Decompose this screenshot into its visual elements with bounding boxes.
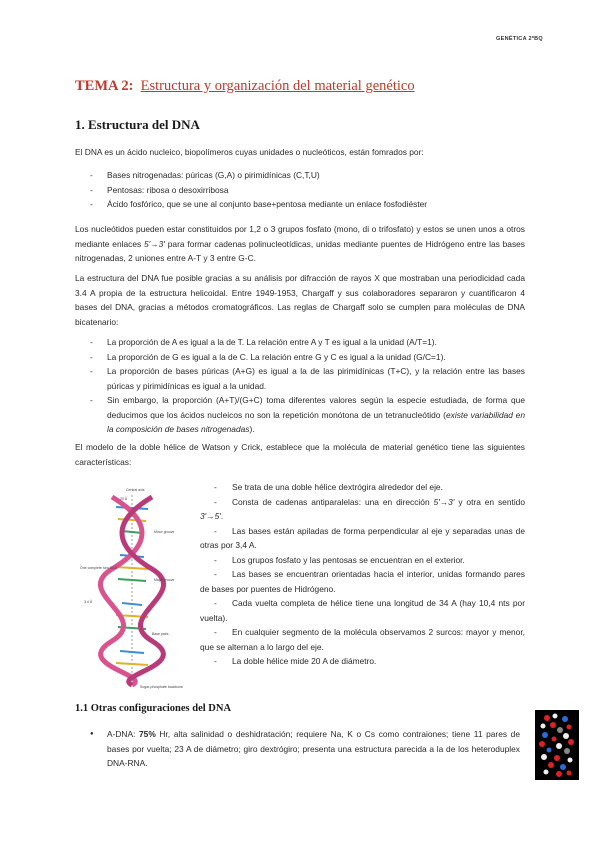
list-item [90, 727, 520, 771]
feature-text: Las bases están apiladas de forma perpendicular al eje y separadas unas de otras por 3,4 A. [200, 525, 525, 550]
feature-text: Consta de cadenas antiparalelas: una en dirección [232, 496, 434, 507]
feature-text: . [220, 511, 224, 521]
feature-text: Se trata de una doble hélice dextrógira alrededor del eje. [232, 482, 443, 492]
adna-molecular-model-image [535, 710, 579, 780]
watson-crick-paragraph: El modelo de la doble hélice de Watson y Crick, establece que la molécula de material genético tiene las siguientes características: [75, 442, 525, 467]
list-item: - En cualquier segmento de la molécula observamos 2 surcos: mayor y menor, que se alternan a lo largo del eje. [200, 627, 525, 652]
list-item: - Las bases se encuentran orientadas hacia el interior, unidas formando pares de bases por puentes de Hidrógeno. [200, 569, 525, 594]
list-item: - La proporción de bases púricas (A+G) es igual a la de las pirimidínicas (T+C), y la relación entre las bases púricas y pirimidínicas es igual a la unidad. [90, 364, 525, 393]
list-item: - Las bases están apiladas de forma perpendicular al eje y separadas unas de otras por 3,4 A. [200, 525, 525, 550]
feature-text: Las bases se encuentran orientadas hacia el interior, unidas formando pares de bases por puentes de Hidrógeno. [200, 569, 525, 594]
label-backbone: Sugar-phosphate backbone [140, 685, 184, 689]
config-label: A-DNA: [107, 729, 140, 739]
label-one-turn: One complete turn 34 Å [80, 566, 117, 570]
list-item [90, 393, 525, 437]
feature-emphasis: 3'→5' [200, 511, 221, 521]
feature-emphasis: 5'→3' [433, 496, 455, 507]
list-item: - Se trata de una doble hélice dextrógira alrededor del eje. [214, 482, 443, 492]
list-item: - Ácido fosfórico, que se une al conjunto base+pentosa mediante un enlace fosfodiéster [90, 197, 525, 212]
list-item: - Pentosas: ribosa o desoxirribosa [90, 183, 525, 198]
dna-helix-figure [80, 485, 188, 690]
header-tag: GENÉTICA 2ºBQ [496, 36, 543, 42]
feature-text: En cualquier segmento de la molécula observamos 2 surcos: mayor y menor, que se alternan a lo largo del eje. [200, 627, 525, 652]
section-1-1-heading: 1.1 Otras configuraciones del DNA [75, 703, 232, 714]
p2-text-b: para formar cadenas polinucleotídicas, unidas mediante puentes de Hidrógeno entre las bases nitrogenadas, 2 uniones entre A-T y 3 entre G-C. [75, 238, 525, 263]
label-minor-groove: Minor groove [154, 530, 175, 534]
list-item: - La proporción de A es igual a la de T. La relación entre A y T es igual a la unidad (A/T=1). [90, 335, 525, 350]
label-axis: Central axis [126, 488, 145, 492]
rule4-text-a: Sin embargo, la proporción (A+T)/(G+C) toma diferentes valores según la especie estudiada, de forma que deducimos que los ácidos nucleicos no son la repetición monótona de un tetranucleótido ( [107, 395, 525, 420]
rule4-emphasis: existe variabilidad en la composición de bases nitrogenadas [107, 409, 525, 434]
components-list [90, 168, 525, 212]
p2-text-a: Los nucleótidos pueden estar constituidos por 1,2 o 3 grupos fosfato (mono, di o trifosfato) y estos se unen unos a otros mediante enlaces [75, 224, 525, 249]
list-item: - La proporción de G es igual a la de C. La relación entre G y C es igual a la unidad (G/C=1). [90, 350, 525, 365]
label-width: 20 Å [120, 497, 128, 501]
page-title [75, 78, 415, 95]
title-text: Estructura y organización del material genético [140, 78, 415, 94]
chargaff-rules-list [90, 335, 525, 437]
chargaff-paragraph: La estructura del DNA fue posible gracias a su análisis por difracción de rayos X que mostraban una periodicidad cada 3.4 A propia de la estructura helicoidal. Entre 1949-1953, Chargaff y sus colaboradores separaron y cuantificaron 4 bases del DNA, gracias a métodos cromatográficos. Las reglas de Chargaff solo se cumplen para moléculas de DNA bicatenario: [75, 273, 525, 327]
p2-direction: 5'→3' [144, 238, 165, 249]
label-major-groove: Major groove [154, 578, 175, 582]
list-item: - Bases nitrogenadas: púricas (G,A) o pirimidínicas (C,T,U) [90, 168, 525, 183]
configurations-list [90, 727, 520, 771]
feature-text: Los grupos fosfato y las pentosas se encuentran en el exterior. [232, 554, 465, 565]
config-text: Hr, alta salinidad o deshidratación; requiere Na, K o Cs como contraiones; tiene 11 pares de bases por vuelta; 23 A de diámetro; giro dextrógiro; presenta una estructura parecida a la de los heteroduplex DNA-RNA. [107, 729, 520, 768]
feature-text: Cada vuelta completa de hélice tiene una longitud de 34 A (hay 10,4 nts por vuelta). [200, 598, 525, 623]
nucleotides-paragraph [75, 222, 525, 266]
label-base-pairs: Base pairs [152, 632, 169, 636]
section-1-heading: 1. Estructura del DNA [75, 117, 200, 132]
feature-text: La doble hélice mide 20 A de diámetro. [232, 656, 377, 666]
helix-features-list [200, 480, 525, 669]
list-item: - La doble hélice mide 20 A de diámetro. [214, 656, 377, 666]
config-bold: 75% [139, 729, 156, 739]
list-item: - Consta de cadenas antiparalelas: una en dirección 5'→3' y otra en sentido 3'→5'. [200, 496, 525, 521]
label-pitch: 3.4 Å [84, 600, 93, 604]
list-item: - Los grupos fosfato y las pentosas se encuentran en el exterior. [214, 554, 465, 565]
intro-paragraph: El DNA es un ácido nucleico, biopolímeros cuyas unidades o nucleóticos, están fomrados por: [75, 147, 424, 157]
feature-text: y otra en sentido [454, 496, 525, 507]
rule4-text-b: ). [249, 424, 255, 434]
title-prefix: TEMA 2: [75, 78, 134, 94]
list-item: - Cada vuelta completa de hélice tiene una longitud de 34 A (hay 10,4 nts por vuelta). [200, 598, 525, 623]
